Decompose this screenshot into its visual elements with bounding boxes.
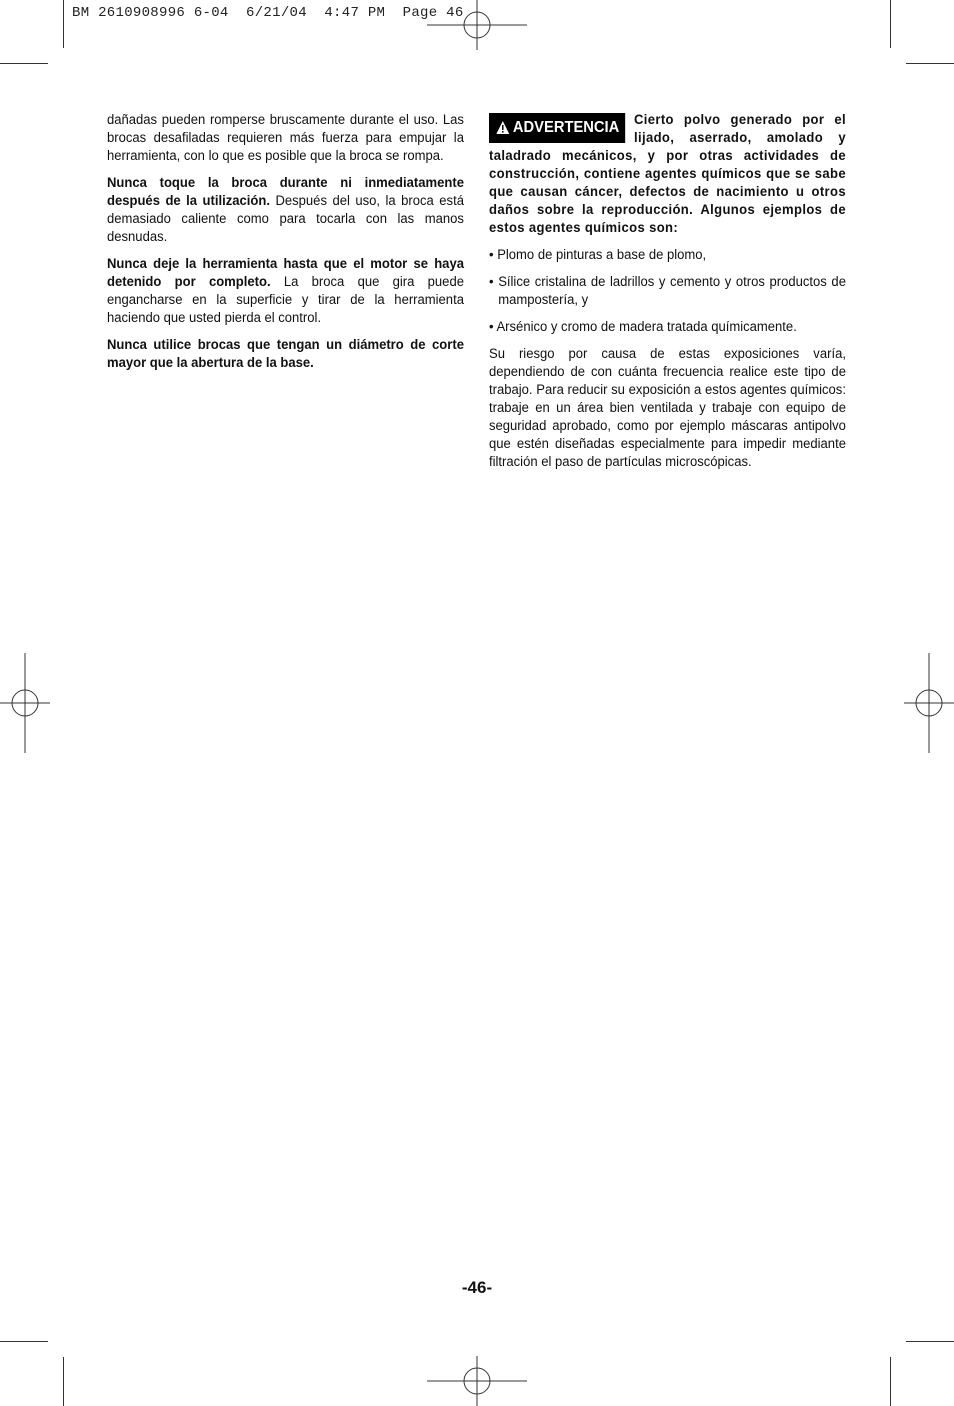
paragraph-bit-diameter: [107, 336, 464, 372]
warning-block: [489, 111, 846, 237]
paragraph-damaged-bits: dañadas pueden romperse bruscamente durante el uso. Las brocas desafiladas requieren más fuerza para empujar la herramienta, con lo que es posible que la broca se rompa.: [107, 112, 464, 164]
warning-triangle-icon: [496, 115, 509, 145]
page-number: -46-: [461, 1278, 493, 1297]
warning-label: ADVERTENCIA: [512, 119, 620, 136]
warning-text: Cierto polvo generado por el lijado, aserrado, amolado y taladrado mecánicos, y por otras actividades de construcción, contiene agentes químicos que se sabe que causan cáncer, defectos de nacimiento u otros daños sobre la reproducción. Algunos ejemplos de estos agentes químicos son:: [489, 112, 846, 236]
warning-heading: Nunca toque la broca durante ni inmediatamente después de la utilización.: [107, 175, 464, 209]
paragraph-text: La broca que gira puede engancharse en la superficie y tirar de la herramienta haciendo que usted pierda el control.: [107, 274, 464, 326]
print-slug-line: BM 2610908996 6-04 6/21/04 4:47 PM Page 46: [72, 5, 464, 21]
bullet-item: • Sílice cristalina de ladrillos y cemento y otros productos de mampostería, y: [489, 274, 846, 308]
warning-heading: Nunca deje la herramienta hasta que el motor se haya detenido por completo.: [107, 256, 464, 290]
paragraph-exposure-risk: Su riesgo por causa de estas exposiciones varía, dependiendo de con cuánta frecuencia realice este tipo de trabajo. Para reducir su exposición a estos agentes químicos: trabaje en un área bien ventilada y trabaje con equipo de seguridad aprobado, como por ejemplo máscaras antipolvo que estén diseñadas especialmente para impedir mediante filtración el paso de partículas microscópicas.: [489, 346, 846, 470]
bullet-item: • Plomo de pinturas a base de plomo,: [489, 247, 707, 263]
paragraph-do-not-touch-bit: [107, 174, 464, 246]
registration-mark-left: [0, 653, 50, 753]
left-column: [107, 111, 464, 381]
paragraph-do-not-set-down: [107, 255, 464, 327]
warning-heading: Nunca utilice brocas que tengan un diámetro de corte mayor que la abertura de la base.: [107, 337, 464, 371]
registration-mark-right: [904, 653, 954, 753]
paragraph-text: Después del uso, la broca está demasiado caliente como para tocarla con las manos desnudas.: [107, 193, 464, 245]
bullet-item: • Arsénico y cromo de madera tratada químicamente.: [489, 319, 797, 335]
warning-badge: [489, 113, 625, 143]
registration-mark-bottom: [427, 1356, 527, 1406]
registration-mark-top: [427, 0, 527, 50]
right-column: [489, 111, 846, 480]
